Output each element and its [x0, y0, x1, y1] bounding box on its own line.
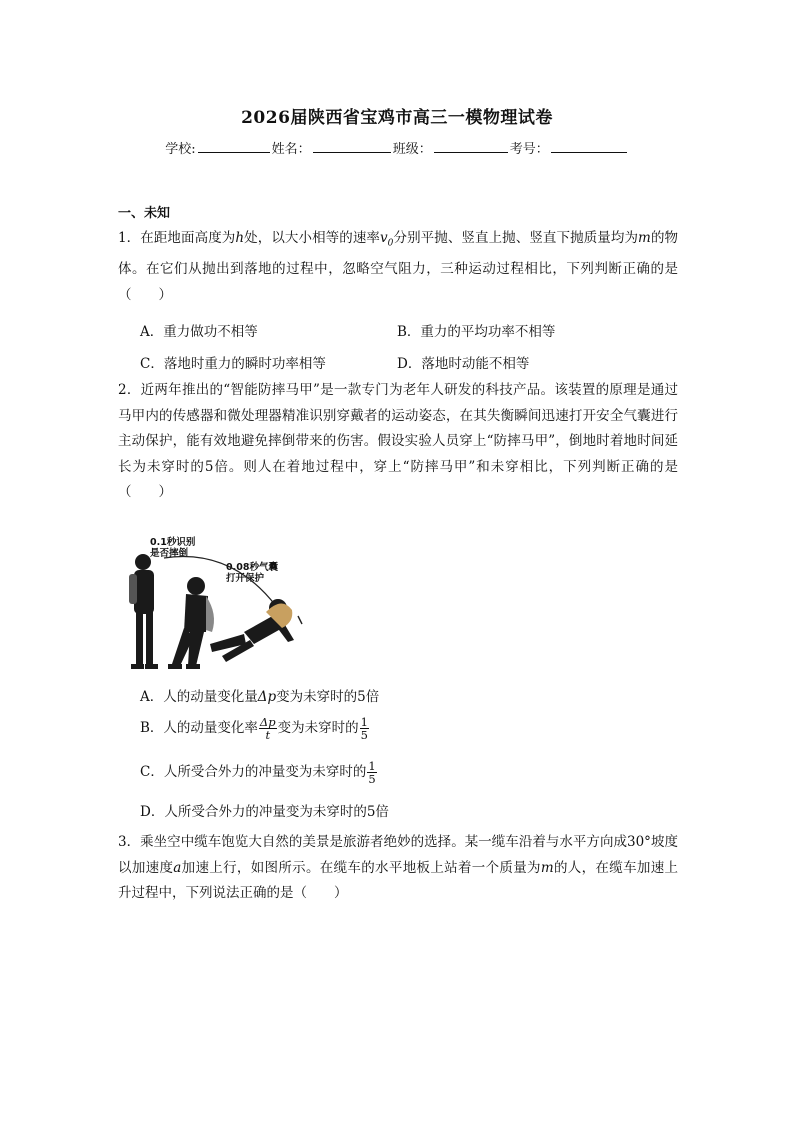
q3-var-m: m [540, 859, 554, 876]
q1-option-d[interactable]: D．落地时动能不相等 [397, 356, 530, 372]
motion-mark [298, 616, 302, 624]
question-1-stem [118, 226, 678, 308]
q2-option-a-text-1: A．人的动量变化量 [140, 689, 258, 705]
q1-var-m: m [638, 230, 651, 246]
q1-var-h: h [235, 230, 245, 246]
falling-person-illustration [126, 536, 311, 676]
student-info-line [0, 138, 794, 157]
q1-var-v-sub: 0 [387, 238, 394, 249]
q1-option-b[interactable]: B．重力的平均功率不相等 [397, 324, 556, 340]
figure-label-airbag-line1: 0.08秒气囊 [226, 562, 278, 573]
fall-protection-vest-figure [126, 536, 311, 676]
question-3-stem [118, 830, 678, 907]
q2-option-c[interactable] [140, 760, 378, 785]
q2-option-b-value-num: 1 [360, 715, 368, 729]
q2-option-a-text-2: 变为未穿时的5倍 [276, 689, 380, 705]
q2-option-b-value-den: 5 [360, 728, 368, 742]
q2-option-b-rate-fraction [259, 716, 277, 741]
q2-option-b-text-2: 变为未穿时的 [277, 720, 359, 736]
q3-text-3: 的人，在缆车加速上升过程中，下列说法正确的是（ ） [118, 859, 679, 901]
number-label: 考号： [509, 142, 549, 157]
q2-option-b-value-fraction [360, 716, 369, 741]
name-blank[interactable] [313, 140, 391, 153]
vest-airbag-side [206, 596, 214, 632]
class-blank[interactable] [434, 140, 508, 153]
q1-text-2: 处，以大小相等的速率 [244, 230, 381, 246]
q1-option-c[interactable]: C．落地时重力的瞬时功率相等 [140, 356, 326, 372]
q1-text-1: 1．在距地面高度为 [118, 230, 236, 246]
q3-var-a: a [173, 859, 182, 876]
q3-text-1: 3．乘坐空中缆车饱览大自然的美景是旅游者绝妙的选择。某一缆车沿着与水平方向成30°坡度以加速度 [118, 834, 678, 876]
q1-text-3: 分别平抛、竖直上抛、竖直下抛质量均为 [393, 230, 639, 246]
fall-trajectory-arc [164, 557, 276, 606]
q2-option-b-rate-den: t [265, 728, 271, 742]
q2-option-a[interactable] [140, 685, 379, 705]
q2-option-b-rate-num: Δp [259, 715, 276, 729]
q1-option-a[interactable]: A．重力做功不相等 [140, 324, 258, 340]
name-label: 姓名： [271, 142, 311, 157]
q3-text-2: 加速上行，如图所示。在缆车的水平地板上站着一个质量为 [181, 859, 541, 876]
q1-var-v: v [380, 230, 388, 246]
page-title: 2026届陕西省宝鸡市高三一模物理试卷 [241, 108, 553, 128]
q1-text-4: 的物体。在它们从抛出到落地的过程中，忽略空气阻力，三种运动过程相比，下列判断正确的是（ ） [118, 230, 679, 303]
number-blank[interactable] [551, 140, 627, 153]
section-heading: 一、未知 [118, 206, 171, 221]
q2-option-c-text: C．人所受合外力的冲量变为未穿时的 [140, 764, 367, 780]
standing-arm [129, 574, 137, 604]
q2-option-b[interactable] [140, 716, 370, 741]
school-blank[interactable] [198, 140, 270, 153]
q2-option-d[interactable]: D．人所受合外力的冲量变为未穿时的5倍 [140, 804, 389, 820]
figure-label-airbag-line2: 打开保护 [226, 573, 265, 584]
q2-option-b-text-1: B．人的动量变化率 [140, 720, 258, 736]
q2-option-c-value-num: 1 [368, 759, 376, 773]
q2-option-a-symbol: Δp [257, 689, 277, 705]
figure-label-detect-line1: 0.1秒识别 [150, 537, 196, 548]
falling-person [168, 577, 208, 669]
school-label: 学校: [165, 142, 196, 157]
question-2-stem: 2．近两年推出的“智能防摔马甲”是一款专门为老年人研发的科技产品。该装置的原理是通过马甲内的传感器和微处理器精准识别穿戴者的运动姿态，在其失衡瞬间迅速打开安全气囊进行主动保护，能有效地避免摔倒带来的伤害。假设实验人员穿上“防摔马甲”，倒地时着地时间延长为未穿时的5倍。则人在着地过程中，穿上“防摔马甲”和未穿相比，下列判断正确的是（ ） [118, 382, 678, 500]
figure-label-detect-line2: 是否摔倒 [150, 548, 189, 559]
class-label: 班级： [392, 142, 432, 157]
standing-person [131, 554, 158, 669]
q2-option-c-value-fraction [367, 760, 376, 785]
q2-option-c-value-den: 5 [368, 772, 376, 786]
